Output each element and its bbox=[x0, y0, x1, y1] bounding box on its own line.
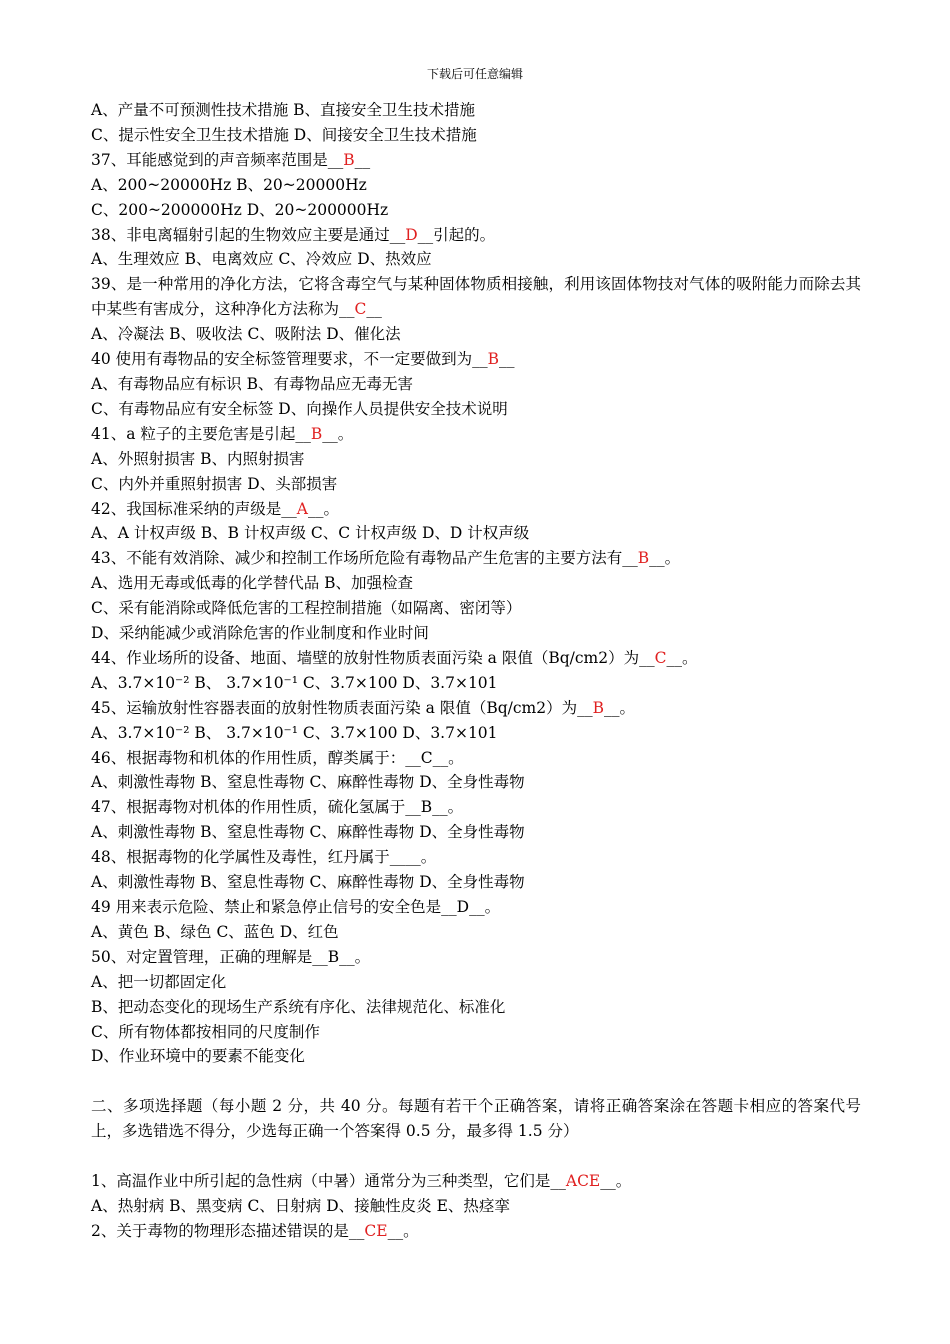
text-line bbox=[91, 795, 861, 820]
line-text: A、刺激性毒物 B、窒息性毒物 C、麻醉性毒物 D、全身性毒物 bbox=[91, 823, 525, 842]
line-text: 39、是一种常用的净化方法，它将含毒空气与某种固体物质相接触，利用该固体物技对气体的吸附能力而除去其中某些有害成分，这种净化方法称为__ bbox=[91, 275, 861, 319]
line-text: A、产量不可预测性技术措施 B、直接安全卫生技术措施 bbox=[91, 101, 476, 119]
line-text: A、刺激性毒物 B、窒息性毒物 C、麻醉性毒物 D、全身性毒物 bbox=[91, 773, 525, 792]
answer-mark: B bbox=[310, 424, 323, 443]
line-text: 45、运输放射性容器表面的放射性物质表面污染 a 限值（Bq/cm2）为__ bbox=[91, 698, 593, 717]
text-line bbox=[91, 223, 861, 248]
line-text: 48、根据毒物的化学属性及毒性，红丹属于____。 bbox=[91, 848, 437, 867]
answer-mark: A bbox=[296, 499, 308, 518]
text-line bbox=[91, 372, 861, 397]
document-body bbox=[91, 98, 861, 1244]
line-suffix: __ bbox=[354, 150, 371, 169]
line-text: A、200~20000Hz B、20~20000Hz bbox=[91, 175, 367, 194]
text-line bbox=[91, 1094, 861, 1144]
text-line bbox=[91, 721, 861, 746]
line-text: 44、作业场所的设备、地面、墙壁的放射性物质表面污染 a 限值（Bq/cm2）为__ bbox=[91, 648, 655, 667]
page-header: 下载后可任意编辑 bbox=[426, 67, 523, 81]
line-text: A、热射病 B、黑变病 C、日射病 D、接触性皮炎 E、热痉挛 bbox=[91, 1196, 510, 1215]
line-text: 1、高温作业中所引起的急性病（中暑）通常分为三种类型，它们是__ bbox=[91, 1171, 566, 1190]
text-line bbox=[91, 247, 861, 272]
line-suffix: __。 bbox=[600, 1171, 632, 1190]
text-line bbox=[91, 546, 861, 571]
answer-mark: B bbox=[637, 549, 650, 568]
text-line bbox=[91, 1169, 861, 1194]
text-line bbox=[91, 422, 861, 447]
text-line bbox=[91, 870, 861, 895]
text-line bbox=[91, 497, 861, 522]
text-line bbox=[91, 447, 861, 472]
text-line bbox=[91, 123, 861, 148]
line-suffix: __。 bbox=[649, 549, 681, 568]
text-line bbox=[91, 646, 861, 671]
text-line bbox=[91, 995, 861, 1020]
text-line bbox=[91, 521, 861, 546]
line-text: A、黄色 B、绿色 C、蓝色 D、红色 bbox=[91, 922, 339, 941]
line-text: 40 使用有毒物品的安全标签管理要求，不一定要做到为__ bbox=[91, 350, 488, 369]
text-line bbox=[91, 970, 861, 995]
line-suffix: __。 bbox=[322, 424, 354, 443]
line-text: 43、不能有效消除、减少和控制工作场所危险有毒物品产生危害的主要方法有__ bbox=[91, 549, 638, 568]
line-text: C、所有物体都按相同的尺度制作 bbox=[91, 1022, 320, 1041]
text-line bbox=[91, 347, 861, 372]
line-text: D、作业环境中的要素不能变化 bbox=[91, 1047, 305, 1066]
text-line bbox=[91, 621, 861, 646]
text-line bbox=[91, 98, 861, 123]
line-text: A、外照射损害 B、内照射损害 bbox=[91, 449, 305, 468]
line-suffix: __。 bbox=[666, 648, 698, 667]
line-text: C、有毒物品应有安全标签 D、向操作人员提供安全技术说明 bbox=[91, 399, 508, 418]
line-text: 2、关于毒物的物理形态描述错误的是__ bbox=[91, 1221, 365, 1240]
answer-mark: D bbox=[405, 225, 418, 244]
line-text: 46、根据毒物和机体的作用性质，醇类属于：__C__。 bbox=[91, 748, 464, 767]
line-text: A、选用无毒或低毒的化学替代品 B、加强检查 bbox=[91, 574, 414, 593]
line-text: 47、根据毒物对机体的作用性质，硫化氢属于__B__。 bbox=[91, 798, 464, 817]
answer-mark: B bbox=[343, 150, 355, 169]
text-line bbox=[91, 397, 861, 422]
blank-line bbox=[91, 1144, 861, 1169]
line-text: D、采纳能减少或消除危害的作业制度和作业时间 bbox=[91, 624, 429, 643]
line-text: A、A 计权声级 B、B 计权声级 C、C 计权声级 D、D 计权声级 bbox=[91, 524, 530, 543]
line-text: C、采有能消除或降低危害的工程控制措施（如隔离、密闭等） bbox=[91, 599, 522, 618]
line-text: A、生理效应 B、电离效应 C、冷效应 D、热效应 bbox=[91, 250, 432, 269]
line-text: 49 用来表示危险、禁止和紧急停止信号的安全色是__D__。 bbox=[91, 898, 501, 916]
line-suffix: __。 bbox=[307, 499, 339, 518]
answer-mark: C bbox=[654, 648, 667, 667]
text-line bbox=[91, 845, 861, 870]
text-line bbox=[91, 198, 861, 223]
line-text: C、提示性安全卫生技术措施 D、间接安全卫生技术措施 bbox=[91, 125, 477, 144]
text-line bbox=[91, 920, 861, 945]
line-suffix: __引起的。 bbox=[417, 225, 496, 244]
text-line bbox=[91, 671, 861, 696]
text-line bbox=[91, 272, 861, 322]
blank-line bbox=[91, 1069, 861, 1094]
text-line bbox=[91, 895, 861, 920]
text-line bbox=[91, 820, 861, 845]
text-line bbox=[91, 1044, 861, 1069]
line-text: A、冷凝法 B、吸收法 C、吸附法 D、催化法 bbox=[91, 325, 401, 344]
answer-mark: C bbox=[354, 300, 367, 319]
text-line bbox=[91, 945, 861, 970]
text-line bbox=[91, 1194, 861, 1219]
line-suffix: __。 bbox=[387, 1221, 419, 1240]
text-line bbox=[91, 746, 861, 771]
text-line bbox=[91, 322, 861, 347]
text-line bbox=[91, 148, 861, 173]
text-line bbox=[91, 571, 861, 596]
line-text: 41、a 粒子的主要危害是引起__ bbox=[91, 424, 311, 443]
line-text: A、有毒物品应有标识 B、有毒物品应无毒无害 bbox=[91, 374, 414, 393]
line-text: 42、我国标准采纳的声级是__ bbox=[91, 499, 297, 518]
answer-mark: B bbox=[487, 350, 500, 369]
text-line bbox=[91, 696, 861, 721]
line-suffix: __ bbox=[499, 350, 515, 369]
line-text: 37、耳能感觉到的声音频率范围是__ bbox=[91, 150, 344, 169]
line-text: A、3.7×10⁻² B、 3.7×10⁻¹ C、3.7×100 D、3.7×101 bbox=[91, 673, 498, 692]
text-line bbox=[91, 1020, 861, 1045]
text-line bbox=[91, 770, 861, 795]
text-line bbox=[91, 472, 861, 497]
text-line bbox=[91, 1219, 861, 1244]
line-text: A、3.7×10⁻² B、 3.7×10⁻¹ C、3.7×100 D、3.7×101 bbox=[91, 723, 498, 742]
line-text: 二、多项选择题（每小题 2 分，共 40 分。每题有若干个正确答案，请将正确答案涂在答题卡相应的答案代号上，多选错选不得分，少选每正确一个答案得 0.5 分，最多得 1.5 分） bbox=[91, 1097, 861, 1141]
answer-mark: ACE bbox=[565, 1171, 601, 1190]
text-line bbox=[91, 596, 861, 621]
line-suffix: __。 bbox=[604, 698, 636, 717]
answer-mark: CE bbox=[364, 1221, 388, 1240]
line-text: C、内外并重照射损害 D、头部损害 bbox=[91, 474, 338, 493]
text-line bbox=[91, 173, 861, 198]
line-text: A、把一切都固定化 bbox=[91, 972, 227, 991]
answer-mark: B bbox=[592, 698, 604, 717]
line-text: C、200~200000Hz D、20~200000Hz bbox=[91, 200, 389, 219]
line-text: 50、对定置管理，正确的理解是__B__。 bbox=[91, 947, 371, 966]
line-text: 38、非电离辐射引起的生物效应主要是通过__ bbox=[91, 225, 406, 244]
line-suffix: __ bbox=[366, 300, 382, 319]
line-text: B、把动态变化的现场生产系统有序化、法律规范化、标准化 bbox=[91, 997, 506, 1016]
line-text: A、刺激性毒物 B、窒息性毒物 C、麻醉性毒物 D、全身性毒物 bbox=[91, 873, 525, 892]
